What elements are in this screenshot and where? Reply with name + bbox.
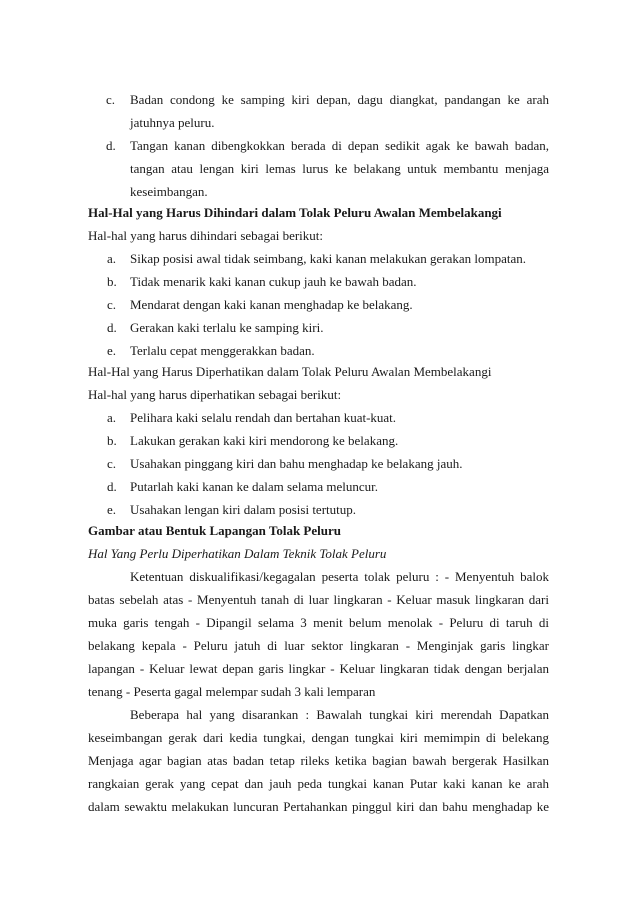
section-heading: Hal-Hal yang Harus Dihindari dalam Tolak Peluru Awalan Membelakangi [88, 205, 502, 220]
list-text: Terlalu cepat menggerakkan badan. [130, 343, 315, 358]
list-label: d. [106, 138, 116, 153]
list-text: jatuhnya peluru. [130, 115, 215, 130]
list-label: b. [107, 433, 117, 448]
list-text: keseimbangan. [130, 184, 208, 199]
section-intro: Hal-hal yang harus diperhatikan sebagai berikut: [88, 387, 342, 402]
list-label: d. [107, 320, 117, 335]
list-text: Lakukan gerakan kaki kiri mendorong ke belakang. [130, 433, 399, 448]
list-label: d. [107, 479, 117, 494]
list-text: Tidak menarik kaki kanan cukup jauh ke bawah badan. [130, 274, 417, 289]
list-text: Sikap posisi awal tidak seimbang, kaki kanan melakukan gerakan lompatan. [130, 251, 527, 266]
paragraph-line: Ketentuan diskualifikasi/kegagalan peserta tolak peluru : - Menyentuh balok [130, 569, 549, 584]
list-text: Badan condong ke samping kiri depan, dagu diangkat, pandangan ke arah [130, 92, 549, 107]
paragraph-line: batas sebelah atas - Menyentuh tanah di luar lingkaran - Keluar masuk lingkaran dari [88, 592, 549, 607]
list-text: Usahakan lengan kiri dalam posisi tertutup. [130, 502, 357, 517]
section-intro: Hal-hal yang harus dihindari sebagai berikut: [88, 228, 324, 243]
section-subheading: Hal Yang Perlu Diperhatikan Dalam Teknik Tolak Peluru [88, 546, 387, 561]
paragraph-line: Beberapa hal yang disarankan : Bawalah tungkai kiri merendah Dapatkan [130, 707, 549, 722]
paragraph-line: Menjaga agar bagian atas badan tetap rileks ketika bagian bawah bergerak Hasilkan [88, 753, 549, 768]
list-label: a. [107, 410, 117, 425]
list-text: Putarlah kaki kanan ke dalam selama meluncur. [130, 479, 378, 494]
list-label: c. [107, 456, 117, 471]
list-label: c. [106, 92, 116, 107]
list-text: Mendarat dengan kaki kanan menghadap ke belakang. [130, 297, 413, 312]
list-text: tangan atau lengan kiri lemas lurus ke belakang untuk membantu menjaga [130, 161, 549, 176]
paragraph-line: keseimbangan gerak dari kedia tungkai, dengan tungkai kiri memimpin di belekang [88, 730, 549, 745]
list-label: a. [107, 251, 117, 266]
paragraph-line: lapangan - Keluar lewat depan garis lingkar - Keluar lingkaran tidak dengan berjalan [88, 661, 549, 676]
paragraph-line: tenang - Peserta gagal melempar sudah 3 kali lemparan [88, 684, 376, 699]
paragraph-line: belakang kepala - Peluru jatuh di luar sektor lingkaran - Menginjak garis lingkar [88, 638, 549, 653]
section-heading: Hal-Hal yang Harus Diperhatikan dalam Tolak Peluru Awalan Membelakangi [88, 364, 492, 379]
list-text: Gerakan kaki terlalu ke samping kiri. [130, 320, 324, 335]
list-label: c. [107, 297, 117, 312]
section-heading: Gambar atau Bentuk Lapangan Tolak Peluru [88, 523, 341, 538]
list-label: b. [107, 274, 117, 289]
list-text: Tangan kanan dibengkokkan berada di depan sedikit agak ke bawah badan, [130, 138, 549, 153]
paragraph-line: muka garis tengah - Dipangil selama 3 menit belum menolak - Peluru di taruh di [88, 615, 549, 630]
paragraph-line: dalam sewaktu melakukan luncuran Pertahankan pinggul kiri dan bahu menghadap ke [88, 799, 549, 814]
list-label: e. [107, 343, 117, 358]
list-text: Pelihara kaki selalu rendah dan bertahan kuat-kuat. [130, 410, 397, 425]
list-label: e. [107, 502, 117, 517]
list-text: Usahakan pinggang kiri dan bahu menghadap ke belakang jauh. [130, 456, 463, 471]
paragraph-line: rangkaian gerak yang cepat dan jauh peda tungkai kanan Putar kaki kanan ke arah [88, 776, 549, 791]
